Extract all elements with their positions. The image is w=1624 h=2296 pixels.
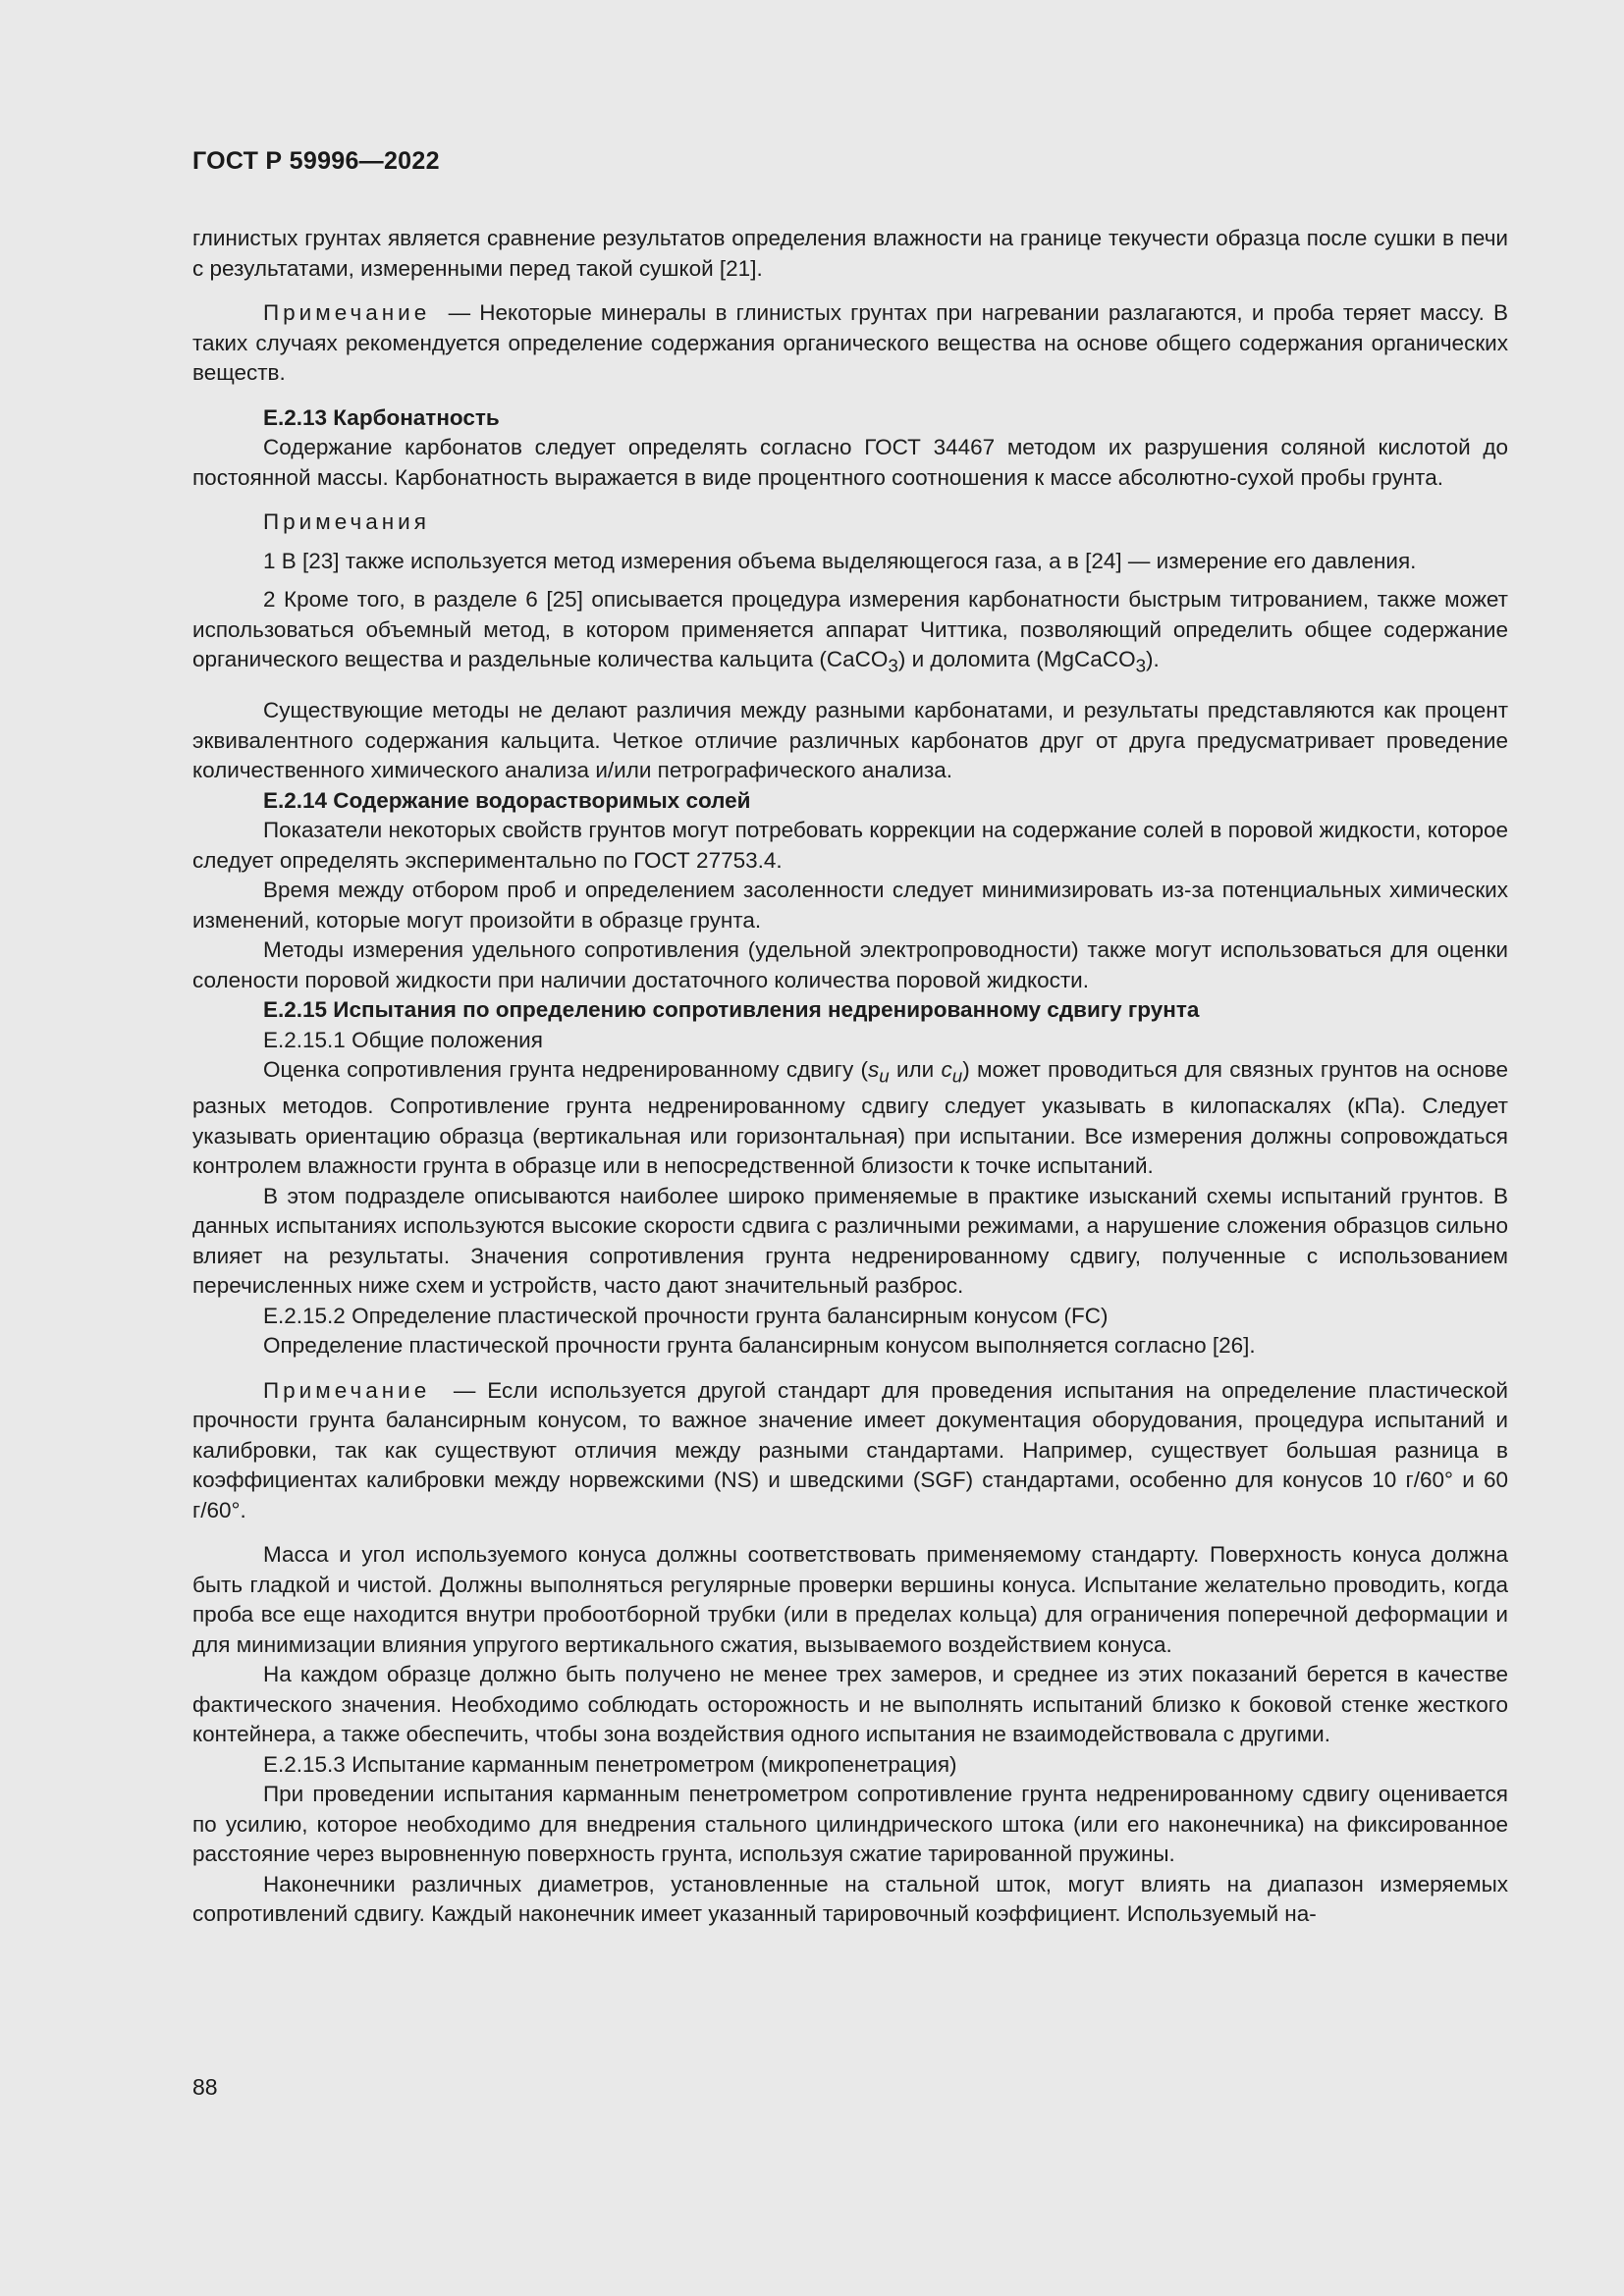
subscript: u — [879, 1065, 890, 1087]
paragraph: На каждом образце должно быть получено не менее трех замеров, и среднее из этих показаний берется в качестве фактического значения. Необходимо соблюдать осторожность и не выполнять испытаний близко к боковой стенке жесткого контейнера, а также обеспечить, чтобы зона воздействия одного испытания не взаимодействовала с другими. — [192, 1662, 1508, 1746]
subsection-heading: Е.2.15.3 Испытание карманным пенетрометром (микропенетрация) — [263, 1751, 957, 1777]
paragraph: В этом подразделе описываются наиболее широко применяемые в практике изысканий схемы испытаний грунтов. В данных испытаниях используются высокие скорости сдвига с различными режимами, а нарушение сложения образцов сильно влияет на результаты. Значения сопротивления грунта недренированному сдвигу, полученные с использованием перечисленных ниже схем и устройств, часто дают значительный разброс. — [192, 1183, 1508, 1298]
subscript: u — [951, 1065, 963, 1087]
section-heading: Е.2.15 Испытания по определению сопротивления недренированному сдвигу грунта — [263, 997, 1200, 1022]
paragraph: Существующие методы не делают различия между разными карбонатами, и результаты представляются как процент эквивалентного содержания кальцита. Четкое отличие различных карбонатов друг от друга предусматривает проведение количественного химического анализа и/или петрографического анализа. — [192, 698, 1508, 782]
body-text — [192, 224, 1508, 1930]
page-number: 88 — [192, 2074, 218, 2100]
subsection-heading: Е.2.15.1 Общие положения — [263, 1027, 543, 1052]
note-label: Примечание — [263, 1377, 431, 1403]
paragraph: При проведении испытания карманным пенетрометром сопротивление грунта недренированному сдвигу оценивается по усилию, которое необходимо для внедрения стального цилиндрического штока (или его наконечника) на фиксированное расстояние через выровненную поверхность грунта, используя сжатие тарированной пружины. — [192, 1782, 1508, 1866]
paragraph: Показатели некоторых свойств грунтов могут потребовать коррекции на содержание солей в поровой жидкости, которое следует определять экспериментально по ГОСТ 27753.4. — [192, 818, 1508, 873]
notes-heading: Примечания — [263, 509, 430, 534]
paragraph: Определение пластической прочности грунта балансирным конусом выполняется согласно [26]. — [263, 1333, 1256, 1358]
note-label: Примечание — [263, 300, 431, 325]
paragraph: Наконечники различных диаметров, установленные на стальной шток, могут влиять на диапазон измеряемых сопротивлений сдвигу. Каждый наконечник имеет указанный тарировочный коэффициент. Используемый на- — [192, 1871, 1508, 1926]
note — [192, 1376, 1508, 1526]
symbol-or: или — [889, 1057, 942, 1082]
note-text: — Некоторые минералы в глинистых грунтах при нагревании разлагаются, и проба теряет массу. В таких случаях рекомендуется определение содержания органического вещества на основе общего содержания органических веществ. — [192, 300, 1508, 385]
paragraph: Содержание карбонатов следует определять согласно ГОСТ 34467 методом их разрушения соляной кислотой до постоянной массы. Карбонатность выражается в виде процентного соотношения к массе абсолютно-сухой пробы грунта. — [192, 435, 1508, 490]
note-item: 1 В [23] также используется метод измерения объема выделяющегося газа, а в [24] — измерение его давления. — [263, 548, 1417, 573]
paragraph: Масса и угол используемого конуса должны соответствовать применяемому стандарту. Поверхность конуса должна быть гладкой и чистой. Должны выполняться регулярные проверки вершины конуса. Испытание желательно проводить, когда проба все еще находится внутри пробоотборной трубки (или в пределах кольца) для ограничения поперечной деформации и для минимизации влияния упругого вертикального сжатия, вызываемого воздействием конуса. — [192, 1542, 1508, 1657]
paragraph: Время между отбором проб и определением засоленности следует минимизировать из-за потенциальных химических изменений, которые могут произойти в образце грунта. — [192, 878, 1508, 933]
page-header: ГОСТ Р 59996—2022 — [192, 147, 440, 175]
paragraph-text: Оценка сопротивления грунта недренированному сдвигу ( — [263, 1057, 868, 1082]
subscript: 3 — [1135, 655, 1147, 676]
note-item — [192, 585, 1508, 681]
symbol-c: c — [941, 1057, 952, 1082]
paragraph: глинистых грунтах является сравнение результатов определения влажности на границе текучести образца после сушки в печи с результатами, измеренными перед такой сушкой [21]. — [192, 226, 1508, 281]
symbol-s: s — [868, 1057, 880, 1082]
note-text: — Если используется другой стандарт для проведения испытания на определение пластической прочности грунта балансирным конусом, то важное значение имеет документация оборудования, процедура испытаний и калибровки, так как существуют отличия между разными стандартами. Например, существует большая разница в коэффициентах калибровки между норвежскими (NS) и шведскими (SGF) стандартами, особенно для конусов 10 г/60° и 60 г/60°. — [192, 1377, 1508, 1522]
paragraph — [192, 1055, 1508, 1182]
section-heading: Е.2.14 Содержание водорастворимых солей — [263, 787, 751, 813]
note-item-text: 2 Кроме того, в разделе 6 [25] описывается процедура измерения карбонатности быстрым титрованием, также может использоваться объемный метод, в котором применяется аппарат Читтика, позволяющий определить общее содержание органического вещества и раздельные количества кальцита (CaCO — [192, 587, 1508, 671]
subscript: 3 — [888, 655, 898, 676]
note-item-text-end: ). — [1146, 647, 1160, 671]
section-heading: Е.2.13 Карбонатность — [263, 404, 500, 430]
paragraph: Методы измерения удельного сопротивления (удельной электропроводности) также могут использоваться для оценки солености поровой жидкости при наличии достаточного количества поровой жидкости. — [192, 937, 1508, 992]
paragraph-text-cont: ) может проводиться для связных грунтов на основе разных методов. Сопротивление грунта недренированному сдвигу следует указывать в килопаскалях (кПа). Следует указывать ориентацию образца (вертикальная или горизонтальная) при испытании. Все измерения должны сопровождаться контролем влажности грунта в образце или в непосредственной близости к точке испытаний. — [192, 1057, 1508, 1178]
note-item-text-cont: ) и доломита (MgCaCO — [897, 647, 1136, 671]
note — [192, 298, 1508, 389]
subsection-heading: Е.2.15.2 Определение пластической прочности грунта балансирным конусом (FC) — [263, 1303, 1109, 1328]
